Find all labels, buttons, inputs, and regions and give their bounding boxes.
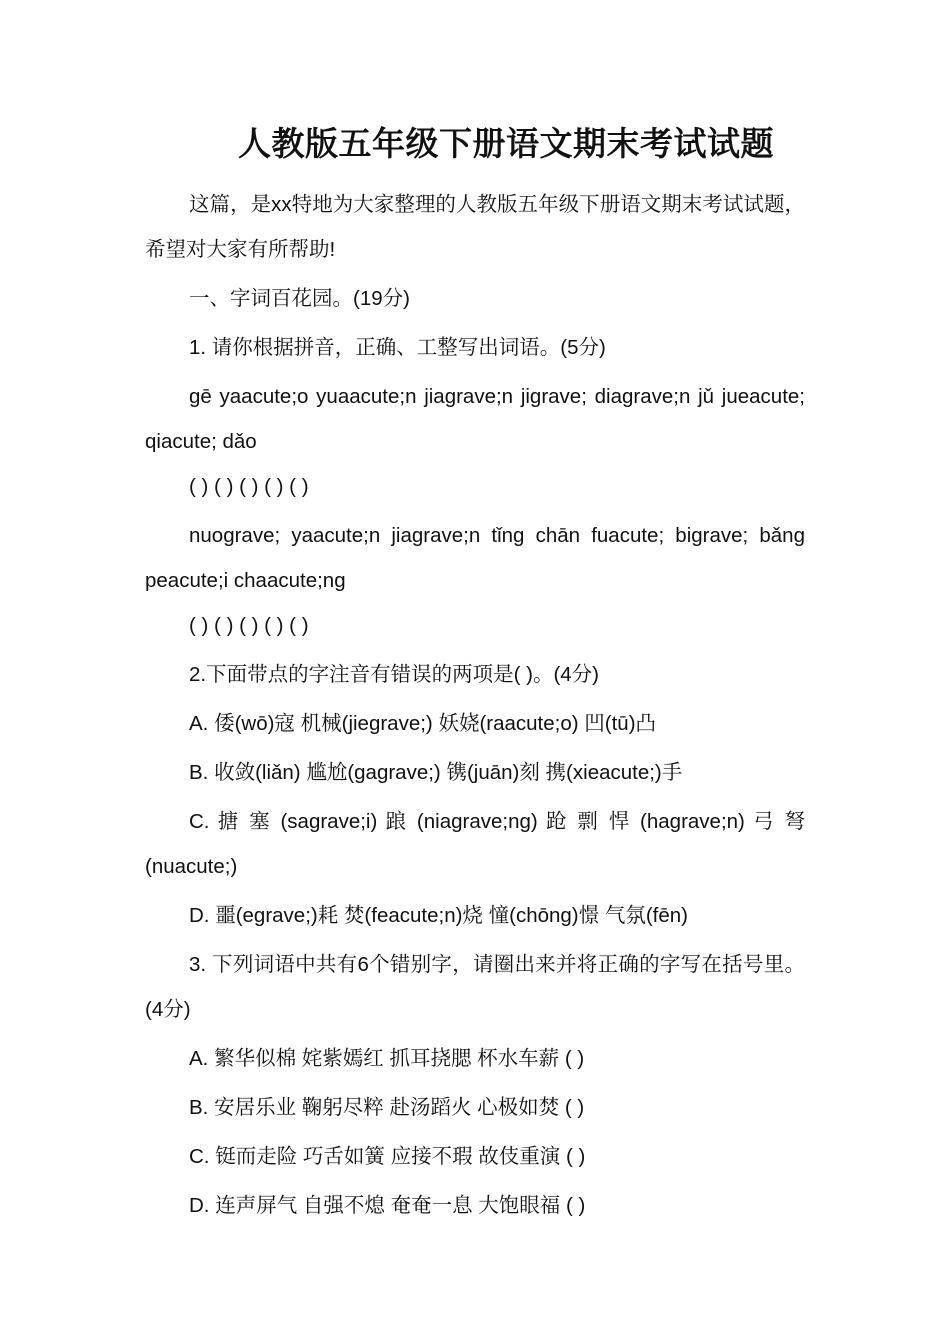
question-3-option-a: A. 繁华似棉 姹紫嫣红 抓耳挠腮 杯水车薪 ( ): [189, 1047, 585, 1070]
question-2-option-d: D. 噩(egrave;)耗 焚(feacute;n)烧 憧(chōng)憬 气氛(fēn): [189, 904, 688, 927]
question-1-prompt: 1. 请你根据拼音，正确、工整写出词语。(5分): [189, 336, 606, 359]
answer-blanks-row-2: ( ) ( ) ( ) ( ) ( ): [189, 614, 309, 637]
question-2-option-b: B. 收敛(liǎn) 尴尬(gagrave;) 镌(juān)刻 携(xieacute;)手: [189, 761, 683, 784]
section-heading: 一、字词百花园。(19分): [189, 287, 410, 310]
pinyin-row-2: nuograve; yaacute;n jiagrave;n tǐng chān fuacute; bigrave; bǎng peacute;i chaacute;ng: [145, 524, 805, 592]
answer-blanks-row-1: ( ) ( ) ( ) ( ) ( ): [189, 475, 309, 498]
document-body: [145, 182, 805, 1232]
question-3-prompt: 3. 下列词语中共有6个错别字，请圈出来并将正确的字写在括号里。(4分): [145, 953, 805, 1021]
page-title: 人教版五年级下册语文期末考试试题: [238, 127, 774, 163]
intro-paragraph: 这篇，是xx特地为大家整理的人教版五年级下册语文期末考试试题，希望对大家有所帮助!: [145, 193, 805, 261]
question-3-option-d: D. 连声屏气 自强不熄 奄奄一息 大饱眼福 ( ): [189, 1194, 586, 1217]
question-2-option-a: A. 倭(wō)寇 机械(jiegrave;) 妖娆(raacute;o) 凹(tū)凸: [189, 712, 657, 735]
question-2-option-c: C. 搪 塞 (sagrave;i) 踉 (niagrave;ng) 跄 剽 悍 (hagrave;n) 弓 弩 (nuacute;): [145, 810, 805, 878]
question-3-option-b: B. 安居乐业 鞠躬尽粹 赴汤蹈火 心极如焚 ( ): [189, 1096, 585, 1119]
question-2-prompt: 2.下面带点的字注音有错误的两项是( )。(4分): [189, 663, 599, 686]
pinyin-row-1: gē yaacute;o yuaacute;n jiagrave;n jigrave; diagrave;n jǔ jueacute; qiacute; dǎo: [145, 385, 805, 453]
question-3-option-c: C. 铤而走险 巧舌如簧 应接不瑕 故伎重演 ( ): [189, 1145, 586, 1168]
